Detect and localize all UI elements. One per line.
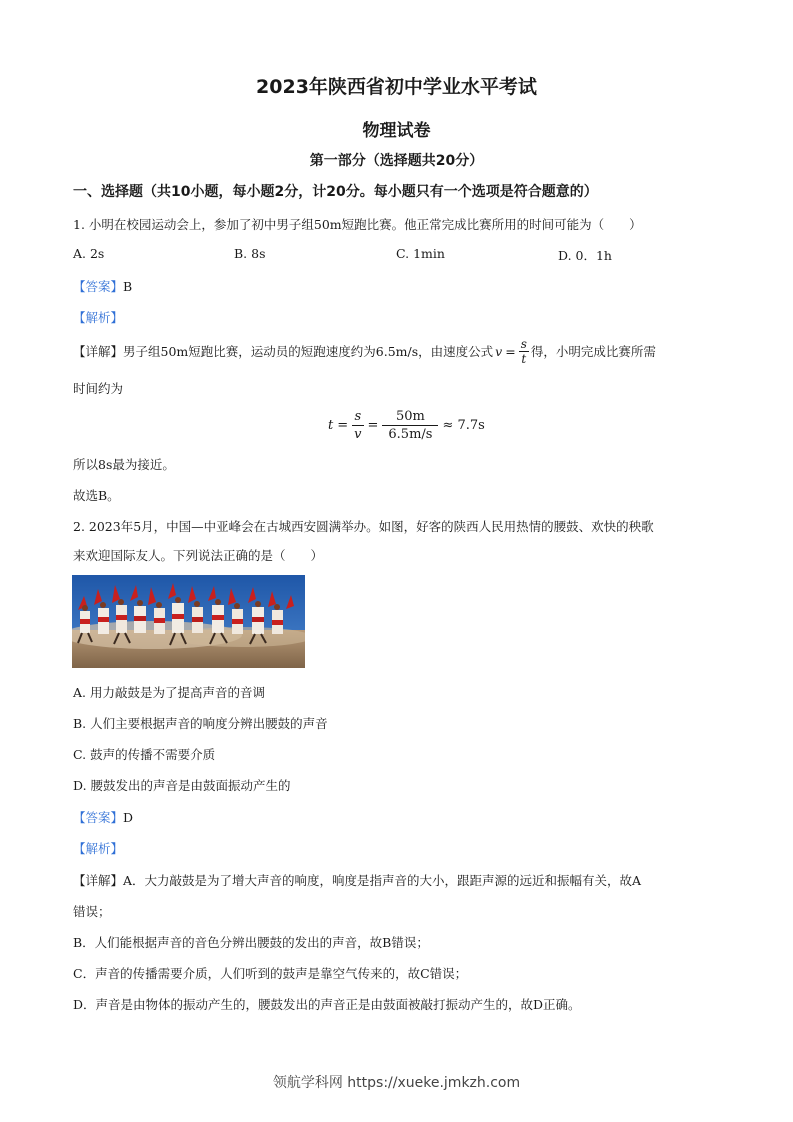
q1-option-b: B. 8s	[234, 246, 266, 261]
waist-drum-photo	[72, 575, 305, 668]
eq-v: v	[354, 426, 362, 442]
q2-analysis	[73, 839, 123, 857]
q1-stem: 1. 小明在校园运动会上，参加了初中男子组50m短跑比赛。他正常完成比赛所用的时间可能为（ ）	[73, 217, 642, 232]
answer-tag: 【答案】	[73, 279, 124, 294]
detail-text-1b: 得，小明完成比赛所需	[530, 344, 656, 359]
q2-detail-b: B．人们能根据声音的音色分辨出腰鼓的发出的声音，故B错误；	[73, 935, 429, 950]
answer-value: B	[123, 279, 133, 294]
eq-s: s	[352, 408, 363, 426]
footer-watermark: 领航学科网 https://xueke.jmkzh.com	[272, 1075, 521, 1091]
eq-denominator: 6.5m/s	[388, 426, 433, 442]
eq-result: ≈ 7.7s	[442, 417, 485, 433]
eq-fraction-values	[382, 408, 438, 443]
q2-option-a: A. 用力敲鼓是为了提高声音的音调	[73, 685, 265, 700]
detail-tag: 【详解】	[73, 873, 124, 888]
analysis-tag: 【解析】	[73, 310, 124, 325]
eq-numerator: 50m	[382, 408, 438, 426]
formula-numerator: s	[520, 336, 527, 351]
q2-answer	[73, 808, 133, 826]
section-heading: 一、选择题（共10小题，每小题2分，计20分。每小题只有一个选项是符合题意的）	[73, 184, 598, 200]
analysis-tag: 【解析】	[73, 841, 124, 856]
eq-fraction-sv	[352, 408, 363, 443]
exam-subtitle: 物理试卷	[362, 121, 431, 141]
q1-option-a: A. 2s	[73, 246, 105, 261]
q2-stem-line1: 2. 2023年5月，中国—中亚峰会在古城西安圆满举办。如图，好客的陕西人民用热情的腰鼓、欢快的秧歌	[73, 519, 654, 534]
answer-value: D	[123, 810, 134, 825]
q1-equation: t = $\frac{s}{v}$ = $\frac{50m}{6.5m/s}$ ≈ 7.7s	[328, 408, 485, 442]
formula-denominator: t	[521, 351, 527, 366]
q1-choose: 故选B。	[73, 488, 120, 503]
detail-tag: 【详解】	[73, 344, 124, 359]
exam-title: 2023年陕西省初中学业水平考试	[256, 76, 537, 98]
q2-stem-line2: 来欢迎国际友人。下列说法正确的是（ ）	[73, 548, 324, 563]
formula-v: v	[495, 343, 503, 359]
q1-answer	[73, 277, 132, 295]
detail-text-1a: 男子组50m短跑比赛，运动员的短跑速度约为6.5m/s，由速度公式	[123, 344, 494, 359]
q2-detail-a2: 错误；	[73, 904, 111, 919]
q1-option-d: D. 0．1h	[558, 248, 612, 263]
q1-detail-line2: 时间约为	[73, 381, 124, 396]
q2-detail-a1	[73, 871, 641, 889]
formula-fraction	[519, 337, 529, 366]
q1-analysis	[73, 308, 123, 326]
q2-option-c: C. 鼓声的传播不需要介质	[73, 747, 216, 762]
detail-text-a1: A．大力敲鼓是为了增大声音的响度，响度是指声音的大小，跟距声源的远近和振幅有关，故A	[123, 873, 642, 888]
q1-option-c: C. 1min	[396, 246, 445, 261]
q2-detail-c: C．声音的传播需要介质，人们听到的鼓声是靠空气传来的，故C错误；	[73, 966, 468, 981]
q1-conclusion: 所以8s最为接近。	[73, 457, 175, 472]
answer-tag: 【答案】	[73, 810, 124, 825]
q2-detail-d: D．声音是由物体的振动产生的，腰鼓发出的声音正是由鼓面被敲打振动产生的，故D正确。	[73, 997, 581, 1012]
q2-option-d: D. 腰鼓发出的声音是由鼓面振动产生的	[73, 778, 291, 793]
q1-detail-line1	[73, 332, 656, 370]
formula-equals: =	[505, 343, 516, 359]
part-heading: 第一部分（选择题共20分）	[309, 153, 484, 169]
q2-option-b: B. 人们主要根据声音的响度分辨出腰鼓的声音	[73, 716, 328, 731]
eq-t: t	[328, 417, 334, 433]
